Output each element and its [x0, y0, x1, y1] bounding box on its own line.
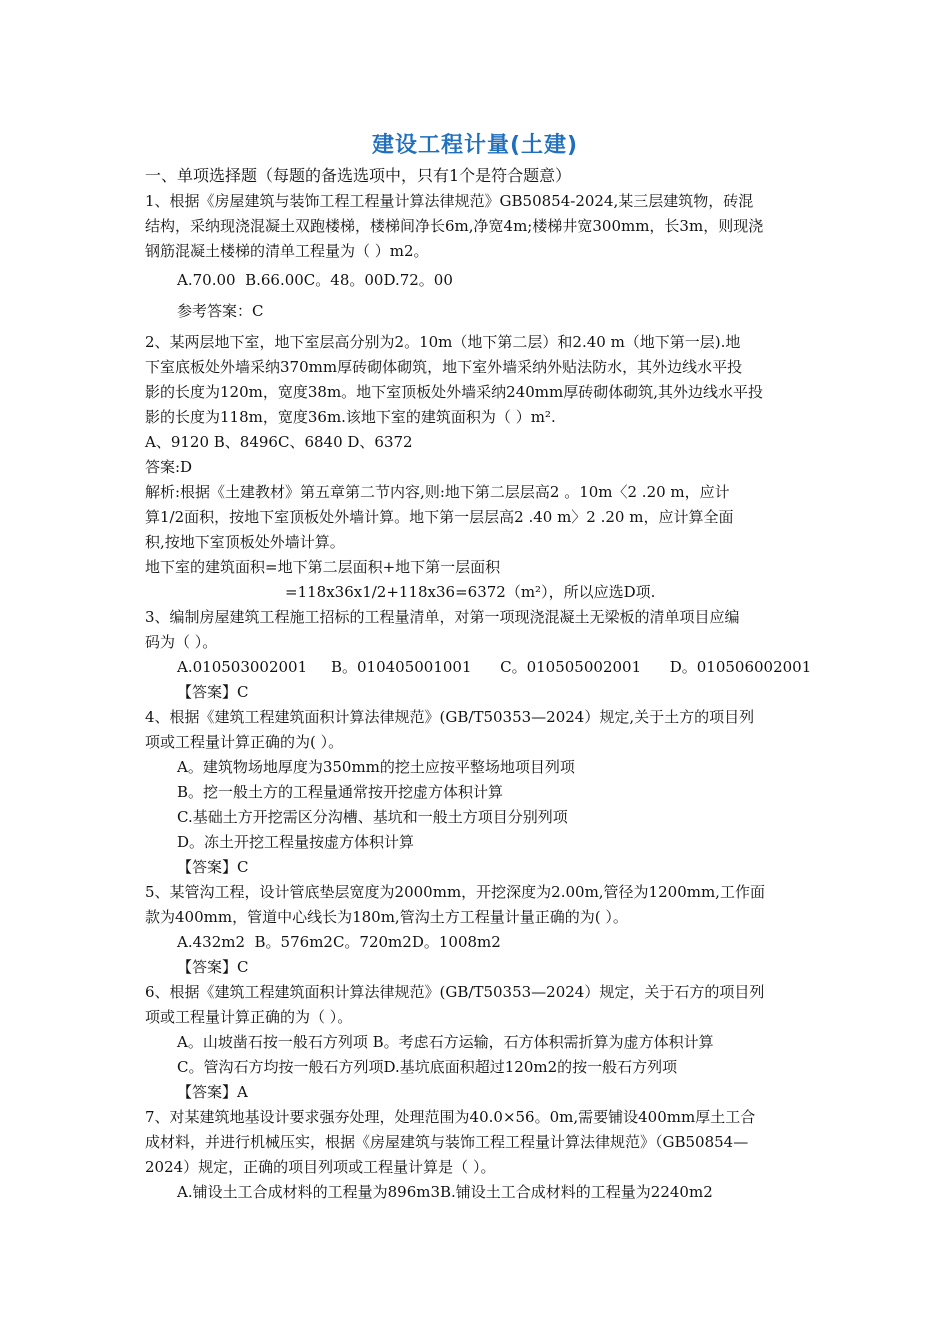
question-text: 6、根据《建筑工程建筑面积计算法律规范》(GB/T50353—2024）规定，关于石方的项目列: [145, 983, 765, 1001]
question-options: A.70.00 B.66.00C。48。00D.72。00: [177, 271, 453, 289]
document-title: 建设工程计量(土建): [371, 133, 579, 158]
question-option: A。建筑物场地厚度为350mm的挖土应按平整场地项目列项: [177, 758, 575, 776]
question-text: 款为400mm，管道中心线长为180m,管沟土方工程量计量正确的为( ）。: [145, 908, 628, 926]
question-option: C。管沟石方均按一般石方列项D.基坑底面积超过120m2的按一般石方列项: [177, 1058, 678, 1076]
question-answer: 【答案】C: [177, 683, 249, 701]
question-formula: 地下室的建筑面积=地下第二层面积+地下第一层面积: [145, 558, 501, 576]
question-answer: 【答案】C: [177, 858, 249, 876]
document-body: [145, 163, 812, 1205]
question-options: A.432m2 B。576m2C。720m2D。1008m2: [177, 933, 501, 951]
question-answer: 【答案】C: [177, 958, 249, 976]
question-text: 3、编制房屋建筑工程施工招标的工程量清单，对第一项现浇混凝土无梁板的清单项目应编: [145, 608, 740, 626]
question-text: 1、根据《房屋建筑与装饰工程工程量计算法律规范》GB50854-2024,某三层建筑物，砖混: [145, 192, 754, 210]
question-text: 7、对某建筑地基设计要求强夯处理，处理范围为40.0×56。0m,需要铺设400mm厚土工合: [145, 1108, 756, 1126]
question-text: 影的长度为120m，宽度38m。地下室顶板处外墙采纳240mm厚砖砌体砌筑,其外边线水平投: [145, 383, 764, 401]
question-7: [145, 1105, 805, 1205]
question-text: 码为（ ）。: [145, 633, 218, 651]
question-answer: 参考答案：C: [177, 302, 264, 320]
question-text: 钢筋混凝土楼梯的清单工程量为（ ）m2。: [145, 242, 429, 260]
question-analysis: 解析:根据《土建教材》第五章第二节内容,则:地下第二层层高2 。10m〈2 .20 m，应计: [145, 483, 730, 501]
question-formula: =118x36x1/2+118x36=6372（m²），所以应选D项.: [285, 583, 656, 601]
question-text: 下室底板处外墙采纳370mm厚砖砌体砌筑，地下室外墙采纳外贴法防水，其外边线水平投: [145, 358, 743, 376]
question-analysis: 算1/2面积，按地下室顶板处外墙计算。地下第一层层高2 .40 m〉2 .20 m，应计算全面: [145, 508, 734, 526]
question-text: 2、某两层地下室，地下室层高分别为2。10m（地下第二层）和2.40 m（地下第一层).地: [145, 333, 741, 351]
question-option: A。山坡凿石按一般石方列项 B。考虑石方运输，石方体积需折算为虚方体积计算: [177, 1033, 714, 1051]
question-options: A.010503002001 B。010405001001 C。010505002001 D。010506002001: [177, 658, 812, 676]
question-analysis: 积,按地下室顶板处外墙计算。: [145, 533, 345, 551]
question-text: 结构，采纳现浇混凝土双跑楼梯，楼梯间净长6m,净宽4m;楼梯井宽300mm，长3m，则现浇: [145, 217, 764, 235]
question-option: D。冻土开挖工程量按虚方体积计算: [177, 833, 415, 851]
question-answer: 答案:D: [145, 458, 193, 476]
question-text: 5、某管沟工程，设计管底垫层宽度为2000mm，开挖深度为2.00m,管径为1200mm,工作面: [145, 883, 765, 901]
question-text: 项或工程量计算正确的为( ）。: [145, 733, 344, 751]
question-answer: 【答案】A: [177, 1083, 248, 1101]
question-text: 成材料，并进行机械压实，根据《房屋建筑与装饰工程工程量计算法律规范》（GB50854—: [145, 1133, 749, 1151]
question-options: A.铺设土工合成材料的工程量为896m3B.铺设土工合成材料的工程量为2240m2: [177, 1183, 713, 1201]
question-options: A、9120 B、8496C、6840 D、6372: [145, 433, 413, 451]
question-3: [145, 605, 812, 705]
section-heading: 一、单项选择题（每题的备选选项中，只有1个是符合题意）: [145, 166, 572, 185]
question-option: C.基础土方开挖需区分沟槽、基坑和一般土方项目分别列项: [177, 808, 568, 826]
question-option: B。挖一般土方的工程量通常按开挖虚方体积计算: [177, 783, 504, 801]
question-6: [145, 980, 805, 1105]
question-4: [145, 705, 805, 880]
question-text: 项或工程量计算正确的为（ ）。: [145, 1008, 353, 1026]
question-5: [145, 880, 805, 980]
question-2: [145, 330, 805, 605]
question-1: [145, 189, 805, 324]
question-text: 影的长度为118m，宽度36m.该地下室的建筑面积为（ ）m².: [145, 408, 556, 426]
question-text: 4、根据《建筑工程建筑面积计算法律规范》(GB/T50353—2024）规定,关于土方的项目列: [145, 708, 755, 726]
question-text: 2024）规定，正确的项目列项或工程量计算是（ ）。: [145, 1158, 496, 1176]
